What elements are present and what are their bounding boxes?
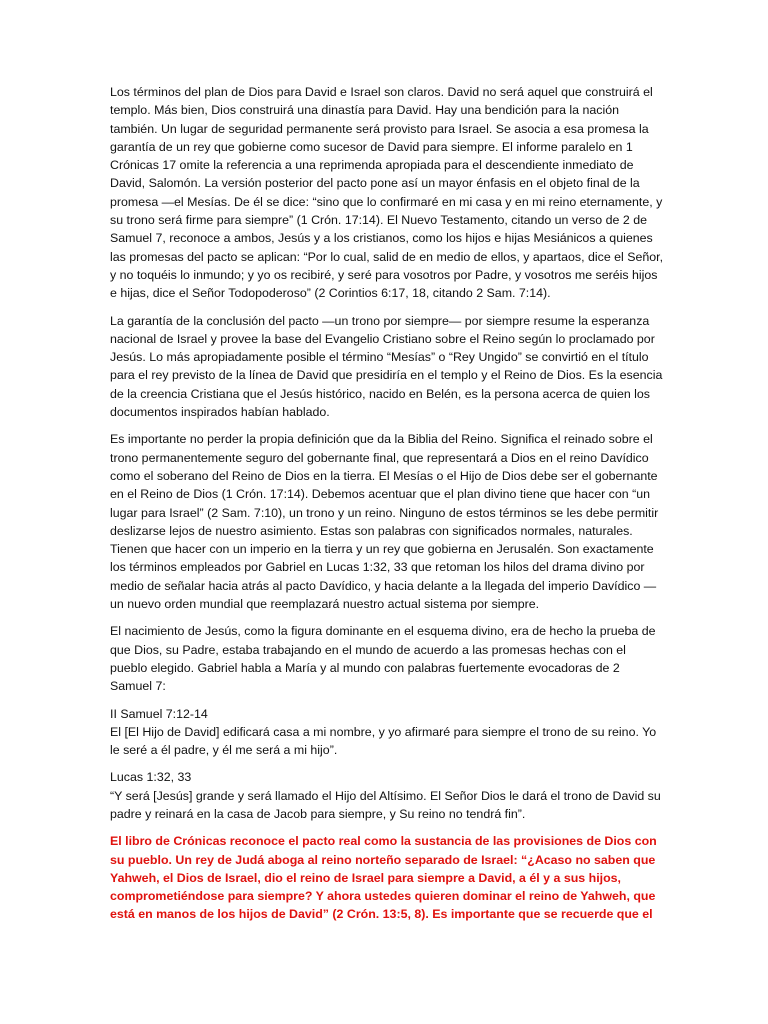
paragraph-dinastia-david: Los términos del plan de Dios para David e Israel son claros. David no será aquel que construirá el templo. Más bien, Dios construirá una dinastía para David. Hay una bendición para la nación también. Un lugar de seguridad permanente será provisto para Israel. Se asocia a esa promesa la garantía de un rey que gobierne como sucesor de David para siempre. El informe paralelo en 1 Crónicas 17 omite la referencia a una reprimenda apropiada para el descendiente inmediato de David, Salomón. La versión posterior del pacto pone así un mayor énfasis en el objeto final de la promesa —el Mesías. De él se dice: “sino que lo confirmaré en mi casa y en mi reino eternamente, y su trono será firme para siempre” (1 Crón. 17:14). El Nuevo Testamento, citando un verso de 2 de Samuel 7, reconoce a ambos, Jesús y a los cristianos, como los hijos e hijas Mesiánicos a quienes las promesas del pacto se aplican: “Por lo cual, salid de en medio de ellos, y apartaos, dice el Señor, y no toquéis lo inmundo; y yo os recibiré, y seré para vosotros por Padre, y vosotros me seréis hijos e hijas, dice el Señor Todopoderoso” (2 Corintios 6:17, 18, citando 2 Sam. 7:14).	[110, 85, 664, 301]
highlighted-paragraph-cronicas: El libro de Crónicas reconoce el pacto real como la sustancia de las provisiones de Dios con su pueblo. Un rey de Judá aboga al reino norteño separado de Israel: “¿Acaso no saben que Yahweh, el Dios de Israel, dio el reino de Israel para siempre a David, a él y a sus hijos, comprometiéndose para siempre? Y ahora ustedes quieren dominar el reino de Yahweh, que está en manos de los hijos de David” (2 Crón. 13:5, 8). Es importante que se recuerde que el	[110, 834, 657, 922]
quote-reference-lucas: Lucas 1:32, 33	[110, 770, 192, 785]
quote-text-samuel: El [El Hijo de David] edificará casa a mi nombre, y yo afirmaré para siempre el trono de su reino. Yo le seré a él padre, y él me será a mi hijo”.	[110, 724, 657, 758]
paragraph-nacimiento-jesus: El nacimiento de Jesús, como la figura dominante en el esquema divino, era de hecho la prueba de que Dios, su Padre, estaba trabajando en el mundo de acuerdo a las promesas hechas con el pueblo elegido. Gabriel habla a María y al mundo con palabras fuertemente evocadoras de 2 Samuel 7:	[110, 624, 656, 694]
document-page	[110, 83, 665, 933]
quote-text-lucas: “Y será [Jesús] grande y será llamado el Hijo del Altísimo. El Señor Dios le dará el trono de David su padre y reinará en la casa de Jacob para siempre, y Su reino no tendrá fin”.	[110, 788, 661, 821]
quote-block-lucas	[110, 768, 665, 823]
quote-block-samuel	[110, 705, 665, 760]
paragraph-garantia-pacto: La garantía de la conclusión del pacto —un trono por siempre— por siempre resume la esperanza nacional de Israel y provee la base del Evangelio Cristiano sobre el Reino según lo proclamado por Jesús. Lo más apropiadamente posible el término “Mesías” o “Rey Ungido” se convirtió en el título para el rey previsto de la línea de David que presidiría en el templo y el Reino de Dios. Es la esencia de la creencia Cristiana que el Jesús histórico, nacido en Belén, es la persona acerca de quien los documentos inspirados habían hablado.	[110, 313, 663, 420]
paragraph-definicion-reino: Es importante no perder la propia definición que da la Biblia del Reino. Significa el reinado sobre el trono permanentemente seguro del gobernante final, que representará a Dios en el reino Davídico como el soberano del Reino de Dios en la tierra. El Mesías o el Hijo de Dios debe ser el gobernante en el Reino de Dios (1 Crón. 17:14). Debemos acentuar que el plan divino tiene que hacer con “un lugar para Israel” (2 Sam. 7:10), un trono y un reino. Ninguno de estos términos se les debe permitir deslizarse lejos de nuestro asimiento. Estas son palabras con significados normales, naturales. Tienen que hacer con un imperio en la tierra y un rey que gobierna en Jerusalén. Son exactamente los términos empleados por Gabriel en Lucas 1:32, 33 que retoman los hilos del drama divino por medio de señalar hacia atrás al pacto Davídico, y hacia delante a la llegada del imperio Davídico —un nuevo orden mundial que reemplazará nuestro actual sistema por siempre.	[110, 432, 659, 612]
quote-reference-samuel: II Samuel 7:12-14	[110, 706, 208, 721]
